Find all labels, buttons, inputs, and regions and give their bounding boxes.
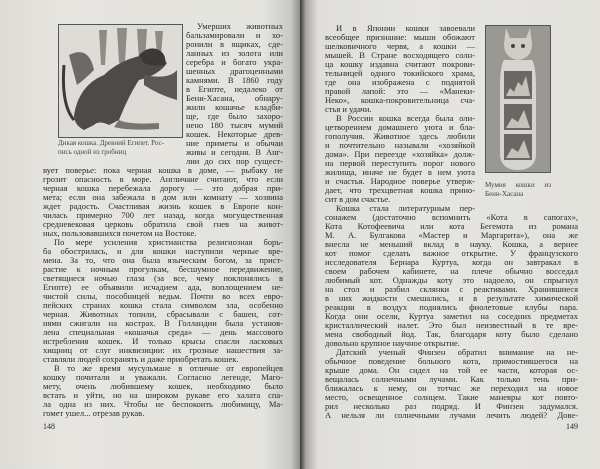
text-line: мету, очень любившему кошек, необходимо было bbox=[43, 381, 283, 391]
text-line: место, освещенное солнцем. Такие маневры кот повто- bbox=[325, 392, 578, 402]
paragraph bbox=[43, 364, 283, 418]
text-line: истребления кошек. И только крысы спасли ласковых bbox=[43, 336, 283, 346]
text-line: В то же время мусульмане в отличие от европейцев bbox=[54, 363, 283, 373]
text-line: нями сжигали на кострах. В Голландии была установ- bbox=[43, 318, 283, 328]
text-line: кристаллический налет. Это был неизвестный в те вре- bbox=[325, 320, 578, 330]
text-line: мена свободный йод. Так, благодаря коту было сделано bbox=[325, 329, 578, 339]
text-line: своем рабочем кабинете, на плече обычно восседал bbox=[325, 266, 578, 276]
cat-mummy-caption bbox=[485, 181, 551, 198]
text-line: шелковичного червя, а кошки — bbox=[325, 41, 475, 51]
text-line: в Египте, недалеко от bbox=[186, 84, 283, 94]
wild-cat-drawing-icon bbox=[59, 25, 182, 137]
text-line: цетворением домашнего уюта и бла- bbox=[325, 122, 475, 132]
text-line: довольно крупное научное открытие. bbox=[325, 338, 460, 348]
text-line: ще, где было захоро- bbox=[186, 111, 283, 121]
caption-line: пись одной из гробниц bbox=[58, 147, 127, 156]
text-line: ронили в ящиках, сде- bbox=[186, 39, 283, 49]
paragraph bbox=[186, 22, 283, 166]
text-line: Египте) ее объявили исчадием ада, воплощением не- bbox=[43, 282, 283, 292]
caption-line: Дикая кошка. Древний Египет. Рос- bbox=[58, 139, 165, 147]
text-line: Умерших животных bbox=[197, 21, 283, 31]
text-line: ближалась к нему, он тотчас же переходил на новое bbox=[325, 383, 578, 393]
text-line: вует поверье: пока черная кошка в доме, — рыбаку не bbox=[43, 165, 283, 175]
text-line: тельницей одного токийского храма, bbox=[325, 68, 475, 78]
text-line: средневековая церковь обратила свой гнев на живот- bbox=[43, 219, 283, 229]
text-line: Когда они осели, Куртуа заметил на соседних предметах bbox=[325, 311, 578, 321]
cat-mummy-illustration bbox=[485, 25, 551, 173]
wild-cat-caption bbox=[58, 139, 188, 156]
text-line: ба обострилась, и для кошки наступили черные вре- bbox=[43, 246, 283, 256]
text-line: Неко», кошка-покровительница сча- bbox=[325, 95, 475, 105]
text-line: лии до сих пор сущест- bbox=[186, 156, 283, 166]
text-line: серебра и богато укра- bbox=[186, 57, 283, 67]
text-line: ланных из золота или bbox=[186, 48, 283, 58]
text-line: живы и сегодня. В Анг- bbox=[186, 147, 283, 157]
text-line: и счастья. Народное поверье утверж- bbox=[325, 176, 475, 186]
text-line: реакции в воздух поднялись фиолетовые клубы пара. bbox=[325, 302, 578, 312]
text-line: встать и уйти, но на широком рукаве его халата спа- bbox=[43, 390, 283, 400]
text-line: чилась примерно 700 лет назад, когда могущественная bbox=[43, 210, 283, 220]
text-line: жилища, иначе не будет в нем уюта bbox=[325, 167, 475, 177]
text-line: черная кошка перебежала дорогу — это добрая при- bbox=[43, 183, 283, 193]
text-line: ных, пользовавшихся почетом на Востоке. bbox=[43, 228, 197, 238]
caption-line: Бени-Хасана bbox=[485, 189, 524, 198]
left-body-text bbox=[43, 166, 283, 418]
wild-cat-illustration bbox=[58, 24, 183, 138]
text-line: крыше дома. Он сидел на той ее части, которая ос- bbox=[325, 365, 578, 375]
paragraph bbox=[43, 166, 283, 238]
text-line: на стол и разбил склянки с реактивами. Хранившиеся bbox=[325, 284, 578, 294]
text-line: М. А. Булгакова «Мастер и Маргарита»), она же bbox=[325, 230, 578, 240]
paragraph bbox=[43, 238, 283, 364]
text-line: кошку почитали и уважали. Согласно легенде, Маго- bbox=[43, 372, 283, 382]
text-line: гомет ушел... отрезав рукав. bbox=[43, 408, 145, 418]
text-line: ца кошку издавна считают покрови- bbox=[325, 59, 475, 69]
text-line: исследователя Бернара Куртуа, когда он завтракал в bbox=[325, 257, 578, 267]
text-line: гополучия. Животное здесь любили bbox=[325, 131, 475, 141]
text-line: мышей. В Стране восходящего солн- bbox=[325, 50, 475, 60]
text-line: В России кошка всегда была оли- bbox=[336, 113, 475, 123]
text-line: где она изображена с поднятой bbox=[325, 77, 475, 87]
text-line: черная. Животных топили, сбрасывали с башен, сот- bbox=[43, 309, 283, 319]
text-line: правой лапой: это — «Манеки- bbox=[325, 86, 475, 96]
text-line: ние приметы и обычаи bbox=[186, 138, 283, 148]
text-line: шенных драгоценными bbox=[186, 66, 283, 76]
right-wrapped-text bbox=[325, 24, 475, 213]
text-line: всеобщее признание: мыши обожают bbox=[325, 32, 475, 42]
caption-line: Мумия кошки из bbox=[485, 181, 551, 189]
text-line: на первой переступить порог нового bbox=[325, 158, 475, 168]
text-line: сит в дом счастье. bbox=[325, 194, 391, 204]
text-line: стья и удачи. bbox=[325, 104, 372, 114]
text-line: вещалась солнечными лучами. Как только тень при- bbox=[325, 374, 578, 384]
text-line: Кошка стала литературным пер- bbox=[336, 203, 475, 213]
text-line: обычное поведение больного кота, примостившегося на bbox=[325, 356, 578, 366]
text-line: рил несколько раз подряд. И Финзен задумался. bbox=[325, 401, 578, 411]
text-line: и почтительно называли «хозяйкой bbox=[325, 140, 475, 150]
text-line: И в Японии кошки завоевали bbox=[336, 23, 475, 33]
text-line: камнями. В 1860 году bbox=[186, 75, 283, 85]
text-line: нено 180 тысяч мумий bbox=[186, 120, 283, 130]
text-line: ставляли людей сохранять и даже приобретать кошек. bbox=[43, 354, 239, 364]
text-line: кошек. Некоторые древ- bbox=[186, 129, 283, 139]
text-line: мена. За то, что она была языческим богом, за прист- bbox=[43, 255, 283, 265]
text-line: хищниц от слуг инквизиции: их грозные нашествия за- bbox=[43, 345, 283, 355]
paragraph bbox=[325, 213, 578, 348]
text-line: чистой силы, пособницей ведьм. Почти во всех евро- bbox=[43, 291, 283, 301]
text-line: дает, что трехцветная кошка прино- bbox=[325, 185, 475, 195]
text-line: бальзамировали и хо- bbox=[186, 30, 283, 40]
text-line: дома». При переезде «хозяйка» долж- bbox=[325, 149, 475, 159]
left-wrapped-text bbox=[186, 22, 283, 166]
text-line: любимый кот. Однажды коту это надоело, он спрыгнул bbox=[325, 275, 578, 285]
paragraph bbox=[325, 348, 578, 420]
paragraph bbox=[325, 24, 475, 114]
text-line: ждет радость. Счастливая жизнь кошек в Европе кон- bbox=[43, 201, 283, 211]
text-line: лена специальная «кошачья среда» — день массового bbox=[43, 327, 283, 337]
text-line: Бени-Хасана, обнару- bbox=[186, 93, 283, 103]
text-line: Кота Котофеевича или кота Бегемота из романа bbox=[325, 221, 578, 231]
text-line: грозит опасность в море. Англичане считают, что если bbox=[43, 174, 283, 184]
text-line: сонажем (достаточно вспомнить «Кота в сапогах», bbox=[325, 212, 578, 222]
cat-mummy-drawing-icon bbox=[486, 26, 550, 172]
text-line: пейских странах кошка стала символом зла, особенно bbox=[43, 300, 283, 310]
text-line: в них жидкости смешались, и в результате химической bbox=[325, 293, 578, 303]
text-line: жили кошачье кладби- bbox=[186, 102, 283, 112]
text-line: А нельзя ли солнечными лучами лечить людей? Дове- bbox=[325, 410, 578, 420]
text-line: кот помог сделать важное открытие. У французского bbox=[325, 248, 578, 258]
text-line: мета; если она забежала в дом или комнату — хозяина bbox=[43, 192, 283, 202]
text-line: По мере усиления христианства религиозная борь- bbox=[54, 237, 283, 247]
text-line: светящиеся ночью глаза (за все, чему поклонялись в bbox=[43, 273, 283, 283]
page-number: 148 bbox=[43, 422, 55, 431]
page-number: 149 bbox=[566, 422, 578, 431]
right-body-text bbox=[325, 213, 578, 420]
text-line: внесла не меньший вклад в науку. Кошка, а вернее bbox=[325, 239, 578, 249]
paragraph bbox=[325, 114, 475, 204]
text-line: ла одна из них. Чтобы не беспокоить любимицу, Ма- bbox=[43, 399, 283, 409]
text-line: растие к ночным прогулкам, бесшумное передвижение, bbox=[43, 264, 283, 274]
right-page bbox=[300, 0, 600, 469]
text-line: Датский ученый Финзен обратил внимание на не- bbox=[336, 347, 578, 357]
